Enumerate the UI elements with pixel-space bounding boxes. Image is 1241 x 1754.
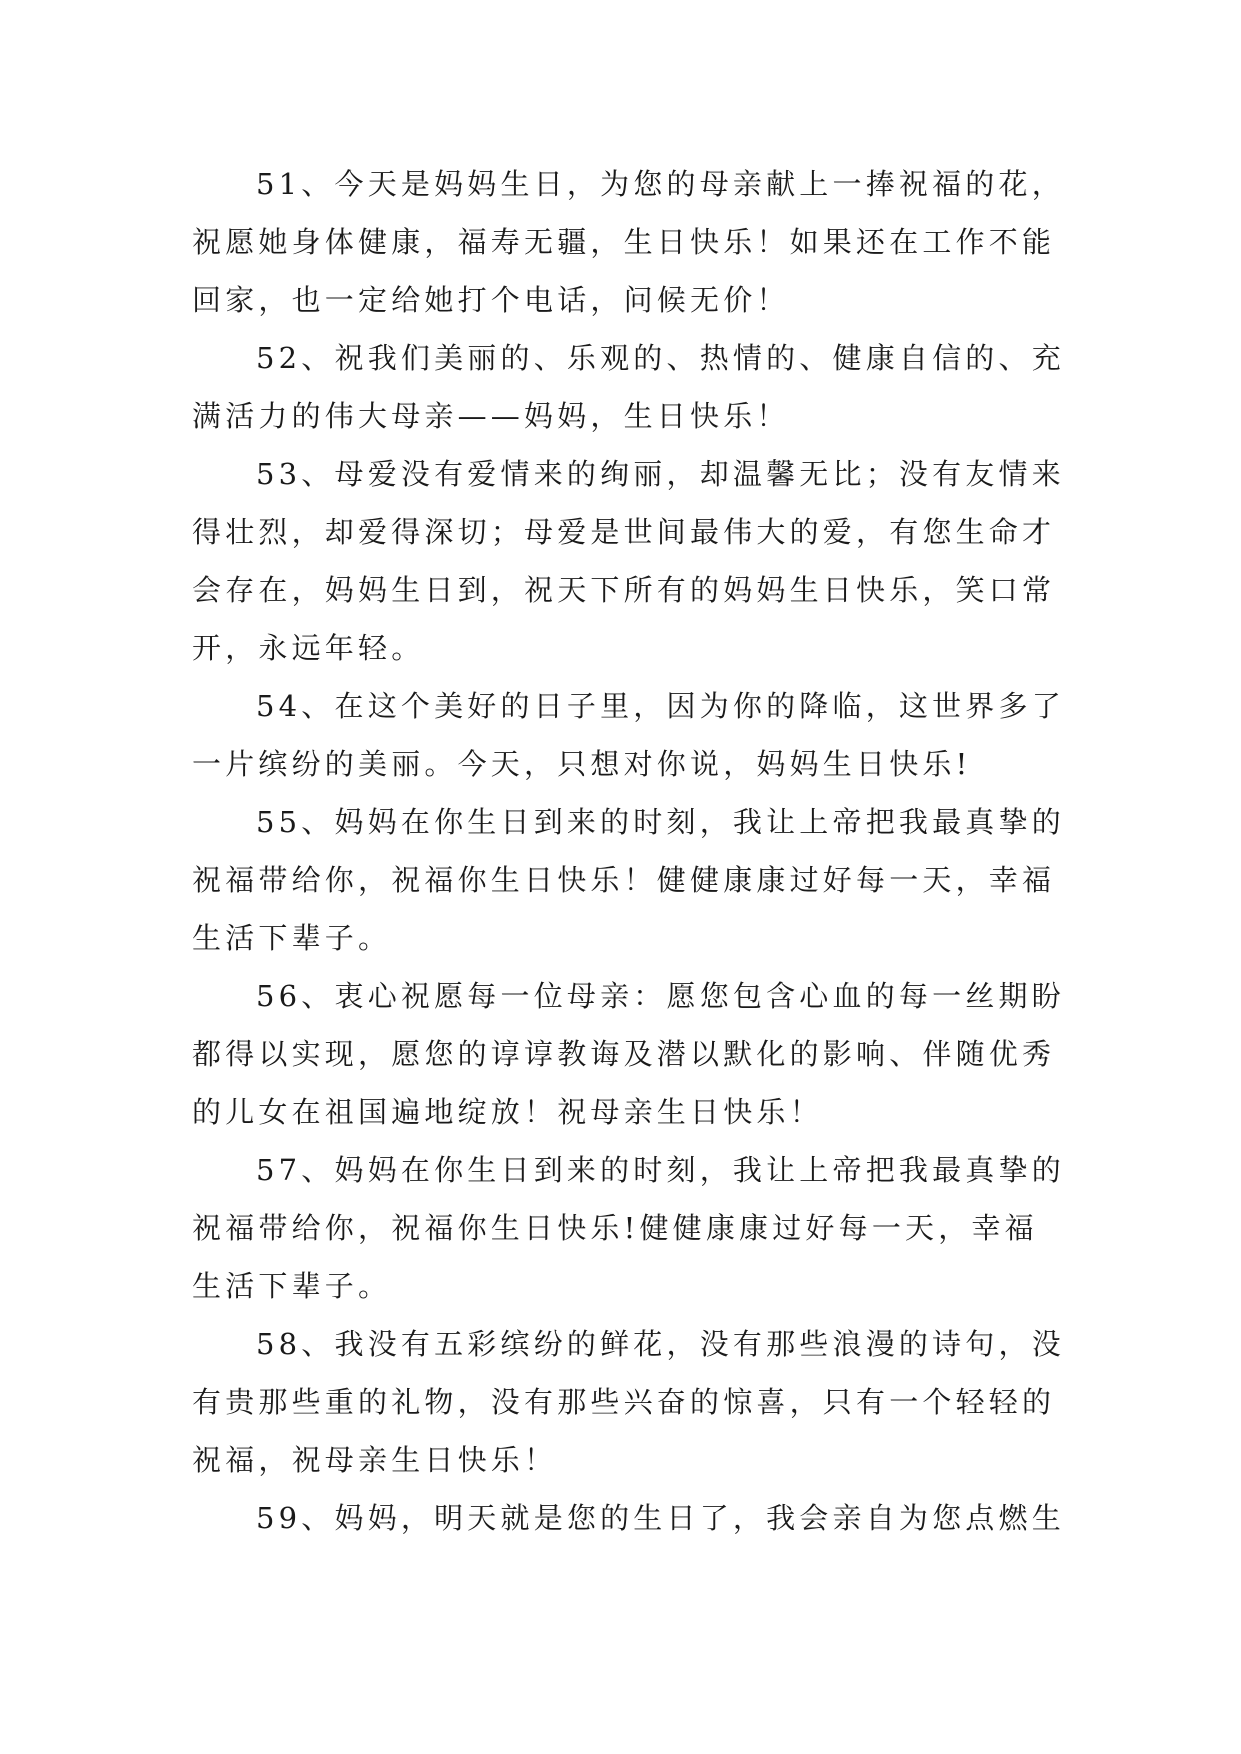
paragraph-54 — [192, 677, 1065, 793]
paragraph-58 — [192, 1315, 1065, 1489]
paragraph-line: 53、母爱没有爱情来的绚丽，却温馨无比；没有友情来 — [256, 457, 1065, 491]
paragraph-line: 54、在这个美好的日子里，因为你的降临，这世界多了 — [256, 689, 1065, 723]
paragraph-line: 满活力的伟大母亲——妈妈，生日快乐！ — [192, 399, 790, 433]
paragraph-55 — [192, 793, 1065, 967]
paragraph-53 — [192, 445, 1065, 677]
paragraph-line: 生活下辈子。 — [192, 1269, 392, 1303]
paragraph-line: 回家，也一定给她打个电话，问候无价！ — [192, 283, 790, 317]
paragraph-line: 52、祝我们美丽的、乐观的、热情的、健康自信的、充 — [256, 341, 1065, 375]
paragraph-51 — [192, 155, 1065, 329]
paragraph-line: 生活下辈子。 — [192, 921, 392, 955]
paragraph-line: 祝愿她身体健康，福寿无疆，生日快乐！如果还在工作不能 — [192, 225, 1056, 259]
paragraph-line: 55、妈妈在你生日到来的时刻，我让上帝把我最真挚的 — [256, 805, 1065, 839]
paragraph-line: 祝福，祝母亲生日快乐！ — [192, 1443, 558, 1477]
paragraph-57 — [192, 1141, 1065, 1315]
paragraph-line: 58、我没有五彩缤纷的鲜花，没有那些浪漫的诗句，没 — [256, 1327, 1065, 1361]
paragraph-line: 祝福带给你，祝福你生日快乐！健健康康过好每一天，幸福 — [192, 863, 1056, 897]
paragraph-line: 有贵那些重的礼物，没有那些兴奋的惊喜，只有一个轻轻的 — [192, 1385, 1056, 1419]
paragraph-line: 一片缤纷的美丽。今天，只想对你说，妈妈生日快乐! — [192, 747, 972, 781]
paragraph-line: 得壮烈，却爱得深切；母爱是世间最伟大的爱，有您生命才 — [192, 515, 1056, 549]
paragraph-line: 的儿女在祖国遍地绽放！祝母亲生日快乐！ — [192, 1095, 823, 1129]
paragraph-52 — [192, 329, 1065, 445]
paragraph-line: 59、妈妈，明天就是您的生日了，我会亲自为您点燃生 — [256, 1501, 1065, 1535]
paragraph-line: 57、妈妈在你生日到来的时刻，我让上帝把我最真挚的 — [256, 1153, 1065, 1187]
paragraph-line: 都得以实现，愿您的谆谆教诲及潜以默化的影响、伴随优秀 — [192, 1037, 1056, 1071]
paragraph-line: 开，永远年轻。 — [192, 631, 425, 665]
paragraph-line: 56、衷心祝愿每一位母亲：愿您包含心血的每一丝期盼 — [256, 979, 1065, 1013]
paragraph-56 — [192, 967, 1065, 1141]
paragraph-59 — [192, 1489, 1065, 1547]
paragraph-line: 祝福带给你，祝福你生日快乐!健健康康过好每一天，幸福 — [192, 1211, 1038, 1245]
paragraph-line: 51、今天是妈妈生日，为您的母亲献上一捧祝福的花， — [256, 167, 1065, 201]
document-body — [192, 155, 1065, 1547]
paragraph-line: 会存在，妈妈生日到，祝天下所有的妈妈生日快乐，笑口常 — [192, 573, 1056, 607]
